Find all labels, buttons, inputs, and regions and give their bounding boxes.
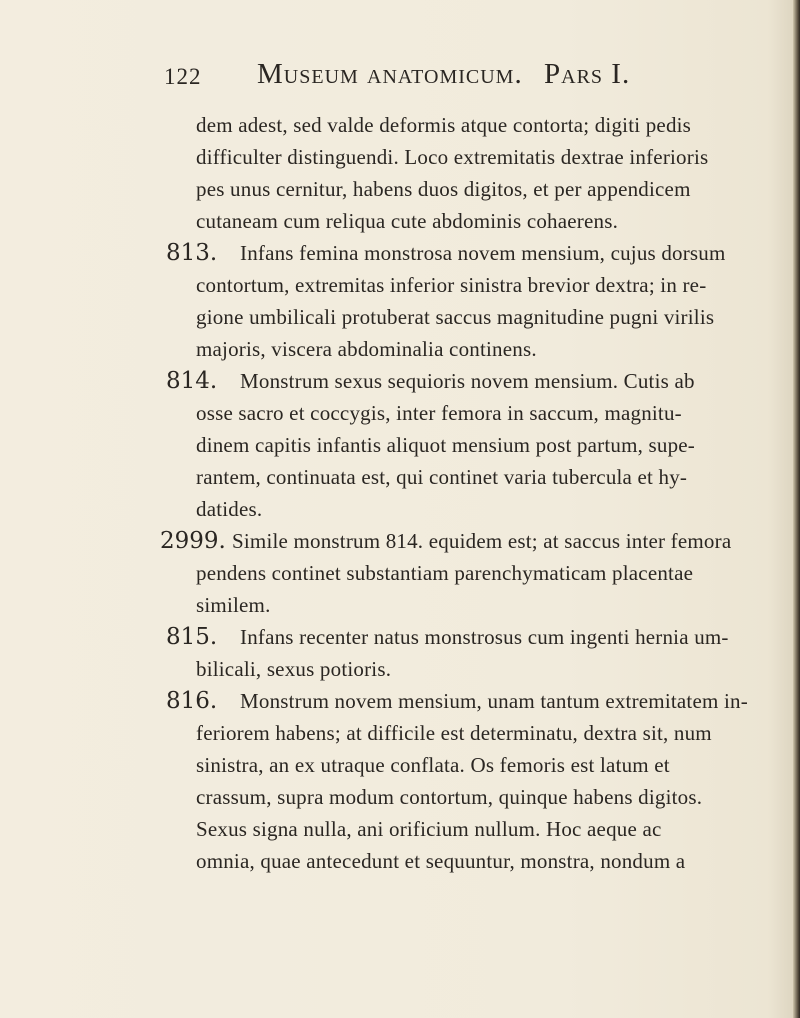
text-line: similem. xyxy=(196,593,271,617)
text-line: rantem, continuata est, qui continet varia tubercula et hy- xyxy=(196,465,688,489)
text-line: Sexus signa nulla, ani orificium nullum. Hoc aeque ac xyxy=(196,817,662,841)
text-line: Monstrum sexus sequioris novem mensium. Cutis ab xyxy=(240,369,695,393)
text-line: Infans recenter natus monstrosus cum ingenti hernia um- xyxy=(240,625,729,649)
entry-number: 2999. xyxy=(160,528,226,554)
entry-number: 814. xyxy=(166,368,218,394)
text-line: contortum, extremitas inferior sinistra brevior dextra; in re- xyxy=(196,273,707,297)
entry-number: 815. xyxy=(166,624,218,650)
running-part: Pars I. xyxy=(544,58,631,90)
text-line: bilicali, sexus potioris. xyxy=(196,657,392,681)
text-line: majoris, viscera abdominalia continens. xyxy=(196,337,537,361)
running-title: Museum anatomicum. xyxy=(257,58,523,90)
text-line: pendens continet substantiam parenchymaticam placentae xyxy=(196,561,694,585)
entry-number: 816. xyxy=(166,688,218,714)
text-line: gione umbilicali protuberat saccus magnitudine pugni virilis xyxy=(196,305,715,329)
text-line: crassum, supra modum contortum, quinque habens digitos. xyxy=(196,785,703,809)
page-number: 122 xyxy=(164,64,202,89)
text-line: Infans femina monstrosa novem mensium, cujus dorsum xyxy=(240,241,726,265)
text-line: cutaneam cum reliqua cute abdominis cohaerens. xyxy=(196,209,619,233)
text-line: sinistra, an ex utraque conflata. Os femoris est latum et xyxy=(196,753,670,777)
text-line: Simile monstrum 814. equidem est; at saccus inter femora xyxy=(232,529,732,553)
text-line: Monstrum novem mensium, unam tantum extremitatem in- xyxy=(240,689,748,713)
text-line: dinem capitis infantis aliquot mensium post partum, supe- xyxy=(196,433,695,457)
text-line: feriorem habens; at difficile est determinatu, dextra sit, num xyxy=(196,721,712,745)
text-line: pes unus cernitur, habens duos digitos, et per appendicem xyxy=(196,177,691,201)
text-line: osse sacro et coccygis, inter femora in saccum, magnitu- xyxy=(196,401,682,425)
text-line: difficulter distinguendi. Loco extremitatis dextrae inferioris xyxy=(196,145,709,169)
text-line: datides. xyxy=(196,497,263,521)
text-line: omnia, quae antecedunt et sequuntur, monstra, nondum a xyxy=(196,849,686,873)
text-line: dem adest, sed valde deformis atque contorta; digiti pedis xyxy=(196,113,692,137)
entry-number: 813. xyxy=(166,240,218,266)
